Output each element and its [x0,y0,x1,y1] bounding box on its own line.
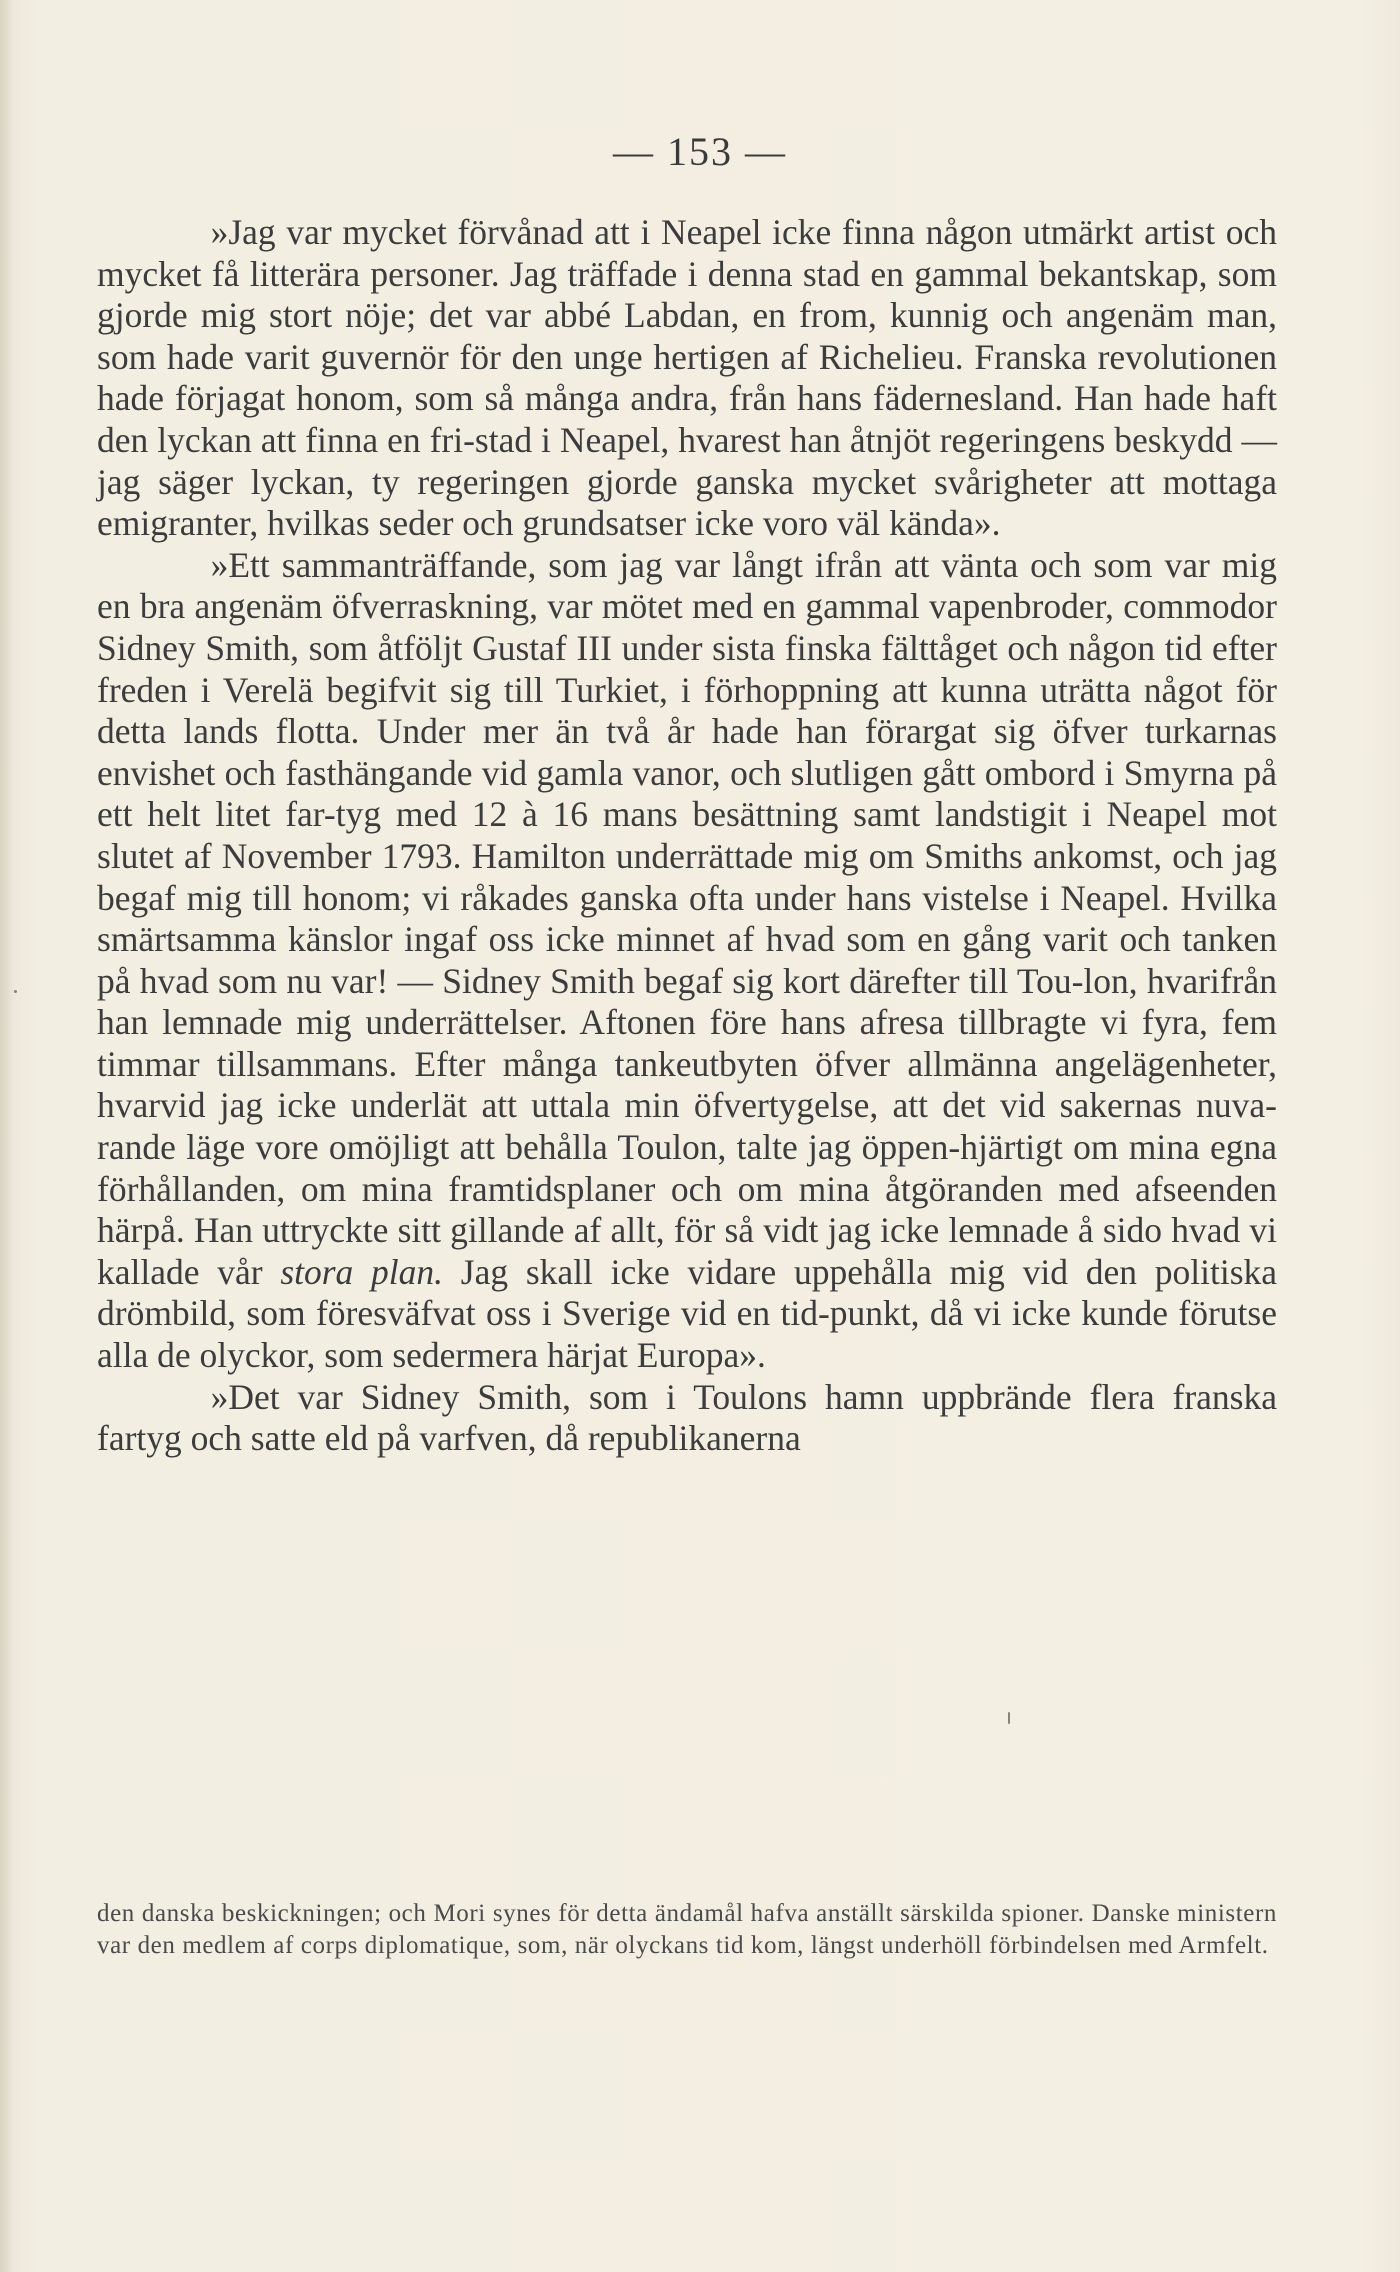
paragraph-2 [97,545,1277,1377]
paragraph-1 [97,212,1277,545]
paragraph-2-text-end: Jag skall icke vidare uppehålla mig vid den politiska drömbild, som föresväfvat oss i Sverige vid en tid-punkt, då vi icke kunde förutse alla de olyckor, som sedermera härjat Europa». [97,1251,1278,1376]
print-speck [1008,1712,1010,1724]
paragraph-1-text: »Jag var mycket förvånad att i Neapel icke finna någon utmärkt artist och mycket få litterära personer. Jag träffade i denna stad en gammal bekantskap, som gjorde mig stort nöje; det var abbé Labdan, en from, kunnig och angenäm man, som hade varit guvernör för den unge hertigen af Richelieu. Franska revolutionen hade förjagat honom, som så många andra, från hans fädernesland. Han hade haft den lyckan att finna en fri-stad i Neapel, hvarest han åtnjöt regeringens beskydd — jag säger lyckan, ty regeringen gjorde ganska mycket svårigheter att mottaga emigranter, hvilkas seder och grundsatser icke voro väl kända». [97,212,1277,544]
paragraph-3 [97,1377,1277,1460]
paragraph-3-text: »Det var Sidney Smith, som i Toulons hamn uppbrände flera franska fartyg och satte eld på varfven, då republikanerna [97,1376,1277,1459]
page-number: — 153 — [613,129,787,174]
footnote-text: den danska beskickningen; och Mori synes för detta ändamål hafva anställt särskilda spioner. Danske ministern var den medlem af corps diplomatique, som, när olyckans tid kom, längst underhöll förbindelsen med Armfelt. [97,1900,1277,1959]
paragraph-2-text-start: »Ett sammanträffande, som jag var långt ifrån att vänta och som var mig en bra angenäm öfverraskning, var mötet med en gammal vapenbroder, commodor Sidney Smith, som åtföljt Gustaf III under sista finska fälttåget och någon tid efter freden i Verelä begifvit sig till Turkiet, i förhoppning att kunna uträtta något för detta lands flotta. Under mer än två år hade han förargat sig öfver turkarnas envishet och fasthängande vid gamla vanor, och slutligen gått ombord i Smyrna på ett helt litet far-tyg med 12 à 16 mans besättning samt landstigit i Neapel mot slutet af November 1793. Hamilton underrättade mig om Smiths ankomst, och jag begaf mig till honom; vi råkades ganska ofta under hans vistelse i Neapel. Hvilka smärtsamma känslor ingaf oss icke minnet af hvad som en gång varit och tanken på hvad som nu var! — Sidney Smith begaf sig kort därefter till Tou-lon, hvarifrån han lemnade mig underrättelser. Aftonen före hans afresa tillbragte vi fyra, fem timmar tillsammans. Efter många tankeutbyten öfver allmänna angelägenheter, hvarvid jag icke underlät att uttala min öfvertygelse, att det vid sakernas nuva-rande läge vore omöjligt att behålla Toulon, talte jag öppen-hjärtigt om mina egna förhållanden, om mina framtidsplaner och om mina åtgöranden med afseenden härpå. Han uttryckte sitt gillande af allt, för så vidt jag icke lemnade å sido hvad vi kallade vår [97,544,1277,1292]
print-speck [14,990,17,993]
paragraph-2-emphasis: stora plan. [280,1251,444,1292]
page-gutter-shadow [0,0,14,2272]
main-text [97,212,1277,1460]
footnote [97,1898,1277,1962]
